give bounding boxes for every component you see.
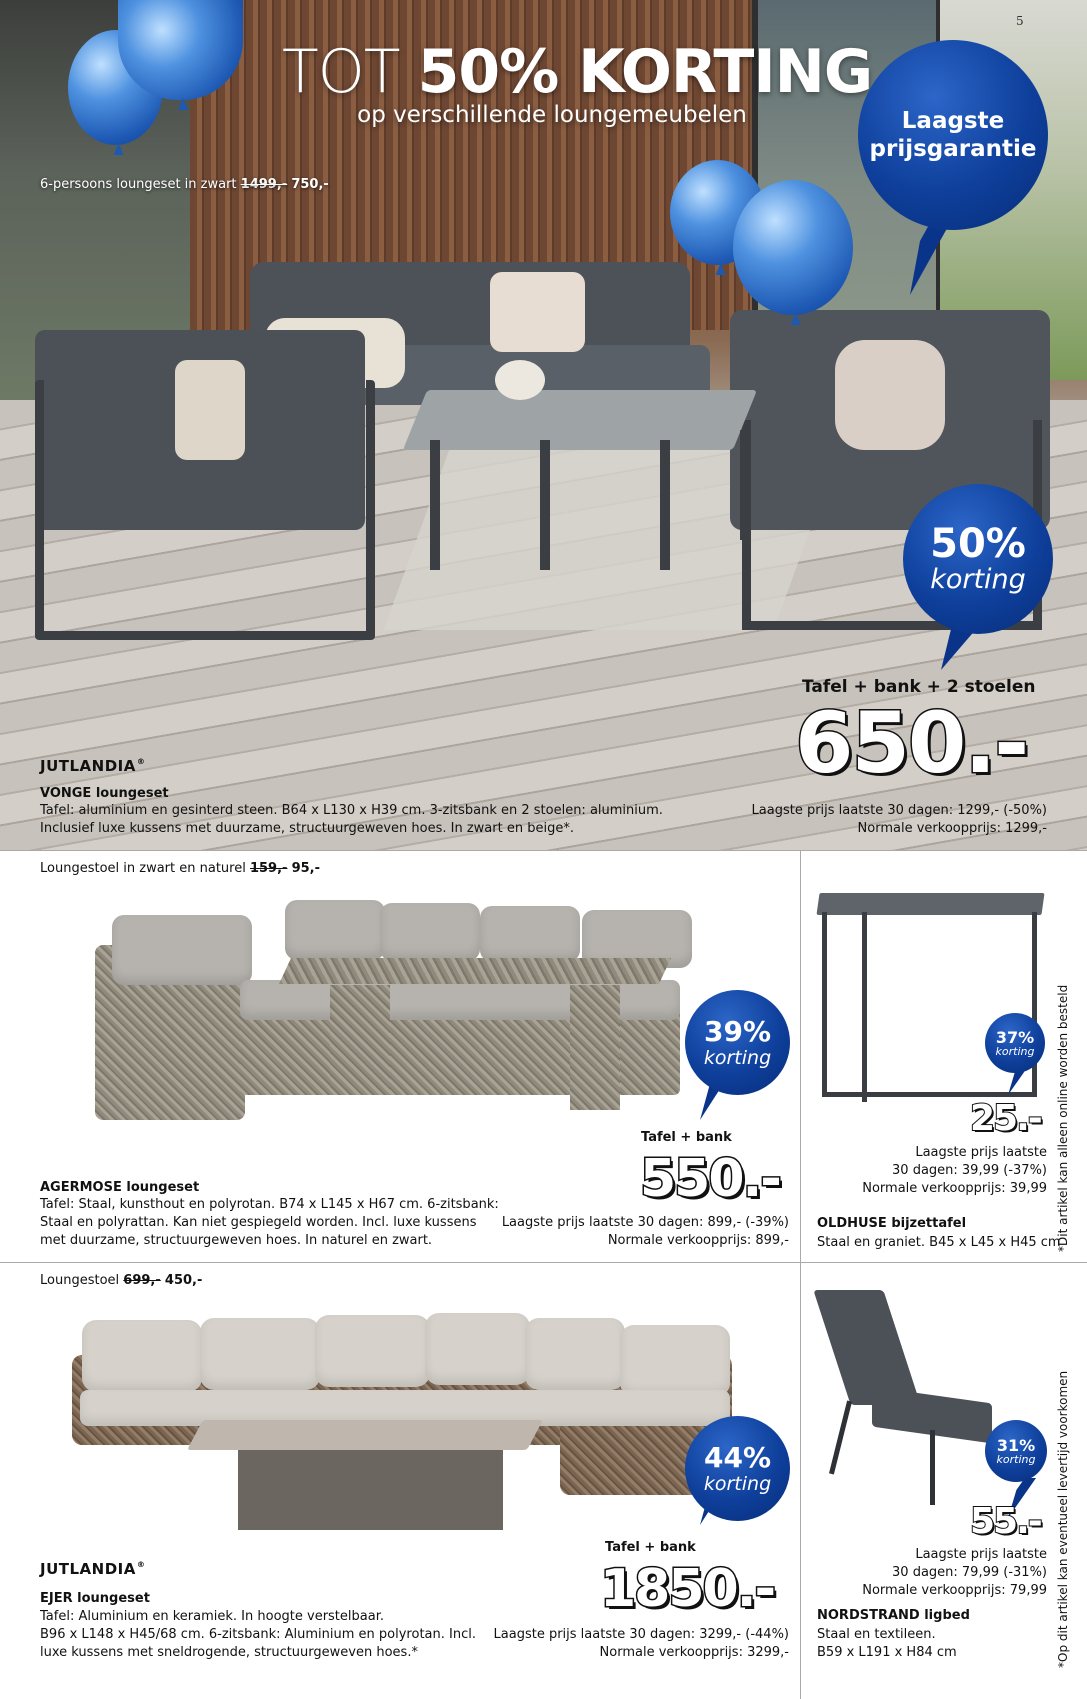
headline-prefix: TOT <box>282 37 400 107</box>
oldhuse-lowest-line: 30 dagen: 39,99 (-37%) <box>892 1163 1047 1178</box>
vonge-desc-line: Tafel: aluminium en gesinterd steen. B64 x L130 x H39 cm. 3-zitsbank en 2 stoelen: aluminium. <box>40 803 663 818</box>
vonge-normal-price: Normale verkoopprijs: 1299,- <box>857 821 1047 836</box>
agermose-cushion <box>112 915 252 985</box>
agermose-discount-pct: 39% <box>703 1014 772 1048</box>
oldhuse-discount-bubble <box>985 1013 1045 1073</box>
agermose-price-info <box>502 1214 789 1250</box>
nordstrand-backrest <box>813 1290 920 1405</box>
ejer-discount-bubble <box>685 1416 790 1521</box>
vonge-bundle: Tafel + bank + 2 stoelen <box>802 677 1036 697</box>
agermose-normal-price: Normale verkoopprijs: 899,- <box>607 1233 789 1248</box>
headline-subline: op verschillende loungemeubelen <box>357 102 747 128</box>
nordstrand-discount-bubble <box>985 1420 1047 1482</box>
table-leg <box>540 440 550 570</box>
ejer-cushion <box>82 1320 202 1392</box>
vonge-discount-word: korting <box>930 564 1026 595</box>
ejer-normal-price: Normale verkoopprijs: 3299,- <box>599 1645 789 1660</box>
guarantee-line2: prijsgarantie <box>869 136 1037 162</box>
nordstrand-price: 55.- <box>970 1501 1041 1542</box>
jutlandia-logo: JUTLANDIA ® <box>40 1560 145 1578</box>
armchair-right-pillow <box>835 340 945 450</box>
headline <box>282 37 873 128</box>
oldhuse-discount-pct: 37% <box>995 1027 1035 1047</box>
vonge-lowest-price: Laagste prijs laatste 30 dagen: 1299,- (-50%) <box>751 803 1047 818</box>
agermose-note-old: 159,- <box>249 861 288 876</box>
vonge-desc-line: Inclusief luxe kussens met duurzame, structuurgeweven hoes. In zwart en beige*. <box>40 821 574 836</box>
nordstrand-lowest-line: Laagste prijs laatste <box>915 1547 1047 1562</box>
ejer-price-info <box>494 1626 789 1662</box>
oldhuse-table-leg <box>862 912 867 1102</box>
ejer-table-top <box>187 1420 543 1450</box>
nordstrand-side-note: *Op dit artikel kan eventueel levertijd voorkomen <box>1056 1370 1070 1668</box>
ejer-discount-word: korting <box>703 1472 772 1495</box>
oldhuse-discount-word: korting <box>995 1044 1035 1058</box>
vonge-title: VONGE loungeset <box>40 786 169 801</box>
ejer-bundle: Tafel + bank <box>605 1540 696 1555</box>
ejer-offer-note <box>40 1272 202 1290</box>
agermose-cushion <box>480 906 580 962</box>
divider <box>0 1262 1087 1263</box>
vonge-price-info <box>752 802 1047 838</box>
ejer-note-text: Loungestoel <box>40 1273 120 1288</box>
ejer-cushion <box>525 1318 625 1390</box>
vonge-discount-bubble <box>903 484 1053 634</box>
nordstrand-title: NORDSTRAND ligbed <box>817 1608 970 1623</box>
coffee-table <box>403 390 757 450</box>
nordstrand-leg <box>930 1430 935 1505</box>
headline-bold: 50% KORTING <box>417 37 873 107</box>
ejer-note-new: 450,- <box>164 1273 203 1288</box>
agermose-table-leg <box>570 985 620 1110</box>
ejer-cushion <box>200 1318 320 1390</box>
oldhuse-side-note: *Dit artikel kan alleen online worden besteld <box>1056 984 1070 1252</box>
ejer-desc-line: Tafel: Aluminium en keramiek. In hoogte verstelbaar. <box>40 1609 384 1624</box>
page-number: 5 <box>1016 14 1024 28</box>
divider <box>800 850 801 1262</box>
agermose-note-text: Loungestoel in zwart en naturel <box>40 861 246 876</box>
table-leg <box>430 440 440 570</box>
oldhuse-desc-line: Staal en graniet. B45 x L45 x H45 cm <box>817 1235 1061 1250</box>
table-vase <box>495 360 545 400</box>
ejer-cushion <box>620 1325 730 1397</box>
agermose-table-top <box>279 958 671 984</box>
ejer-lowest-price: Laagste prijs laatste 30 dagen: 3299,- (-44%) <box>493 1627 789 1642</box>
ejer-cushion <box>425 1313 530 1385</box>
agermose-desc-line: met duurzame, structuurgeweven hoes. In naturel en zwart. <box>40 1233 433 1248</box>
hero-note-new-price: 750,- <box>291 177 329 192</box>
agermose-price: 550.- <box>640 1149 780 1209</box>
oldhuse-normal-price: Normale verkoopprijs: 39,99 <box>862 1181 1047 1196</box>
agermose-offer-note <box>40 860 320 878</box>
agermose-discount-bubble <box>685 990 790 1095</box>
guarantee-line1: Laagste <box>901 108 1005 134</box>
agermose-discount-word: korting <box>703 1046 772 1069</box>
nordstrand-desc-line: Staal en textileen. <box>817 1627 936 1642</box>
agermose-bundle: Tafel + bank <box>641 1130 732 1145</box>
vonge-price: 650.- <box>795 694 1028 792</box>
agermose-cushion <box>380 903 480 961</box>
ejer-desc-line: B96 x L148 x H45/68 cm. 6-zitsbank: Aluminium en polyrotan. Incl. <box>40 1627 476 1642</box>
nordstrand-description <box>817 1626 957 1662</box>
oldhuse-title: OLDHUSE bijzettafel <box>817 1216 967 1231</box>
table-leg <box>660 440 670 570</box>
nordstrand-price-info <box>862 1546 1047 1600</box>
nordstrand-desc-line: B59 x L191 x H84 cm <box>817 1645 957 1660</box>
agermose-title: AGERMOSE loungeset <box>40 1180 200 1195</box>
armchair-left-pillow <box>175 360 245 460</box>
hero-offer-note <box>40 177 329 192</box>
divider <box>0 850 1087 851</box>
agermose-lowest-price: Laagste prijs laatste 30 dagen: 899,- (-39%) <box>501 1215 789 1230</box>
nordstrand-lowest-line: 30 dagen: 79,99 (-31%) <box>892 1565 1047 1580</box>
ejer-description <box>40 1608 476 1662</box>
table-leg <box>740 430 750 540</box>
nordstrand-discount-word: korting <box>996 1452 1036 1466</box>
agermose-table-leg <box>330 985 390 1095</box>
hero-note-text: 6-persoons loungeset in zwart <box>40 177 237 192</box>
ejer-cushion <box>315 1315 430 1387</box>
guarantee-bubble <box>858 40 1048 230</box>
oldhuse-price: 25.- <box>970 1098 1041 1139</box>
agermose-desc-line: Staal en polyrattan. Kan niet gespiegeld worden. Incl. luxe kussens <box>40 1215 477 1230</box>
agermose-cushion <box>285 900 385 960</box>
ejer-note-old: 699,- <box>123 1273 161 1288</box>
sofa-pillow <box>490 272 585 352</box>
ejer-desc-line: luxe kussens met sneldrogende, structuurgeweven hoes.* <box>40 1645 418 1660</box>
jutlandia-logo: JUTLANDIA ® <box>40 757 145 775</box>
divider <box>800 1262 801 1699</box>
nordstrand-leg <box>829 1401 852 1475</box>
vonge-discount-pct: 50% <box>930 521 1026 567</box>
ejer-price: 1850.- <box>600 1559 775 1619</box>
nordstrand-normal-price: Normale verkoopprijs: 79,99 <box>862 1583 1047 1598</box>
hero-note-old-price: 1499,- <box>240 177 288 192</box>
nordstrand-discount-pct: 31% <box>996 1435 1036 1455</box>
agermose-desc-line: Tafel: Staal, kunsthout en polyrotan. B74 x L145 x H67 cm. 6-zitsbank: <box>40 1197 499 1212</box>
ejer-table-base <box>238 1450 503 1530</box>
ejer-discount-pct: 44% <box>703 1440 772 1474</box>
oldhuse-lowest-line: Laagste prijs laatste <box>915 1145 1047 1160</box>
balloon-icon <box>733 180 853 315</box>
ejer-title: EJER loungeset <box>40 1591 150 1606</box>
vonge-description <box>40 802 663 838</box>
agermose-description <box>40 1196 499 1250</box>
oldhuse-price-info <box>862 1144 1047 1198</box>
agermose-note-new: 95,- <box>291 861 321 876</box>
